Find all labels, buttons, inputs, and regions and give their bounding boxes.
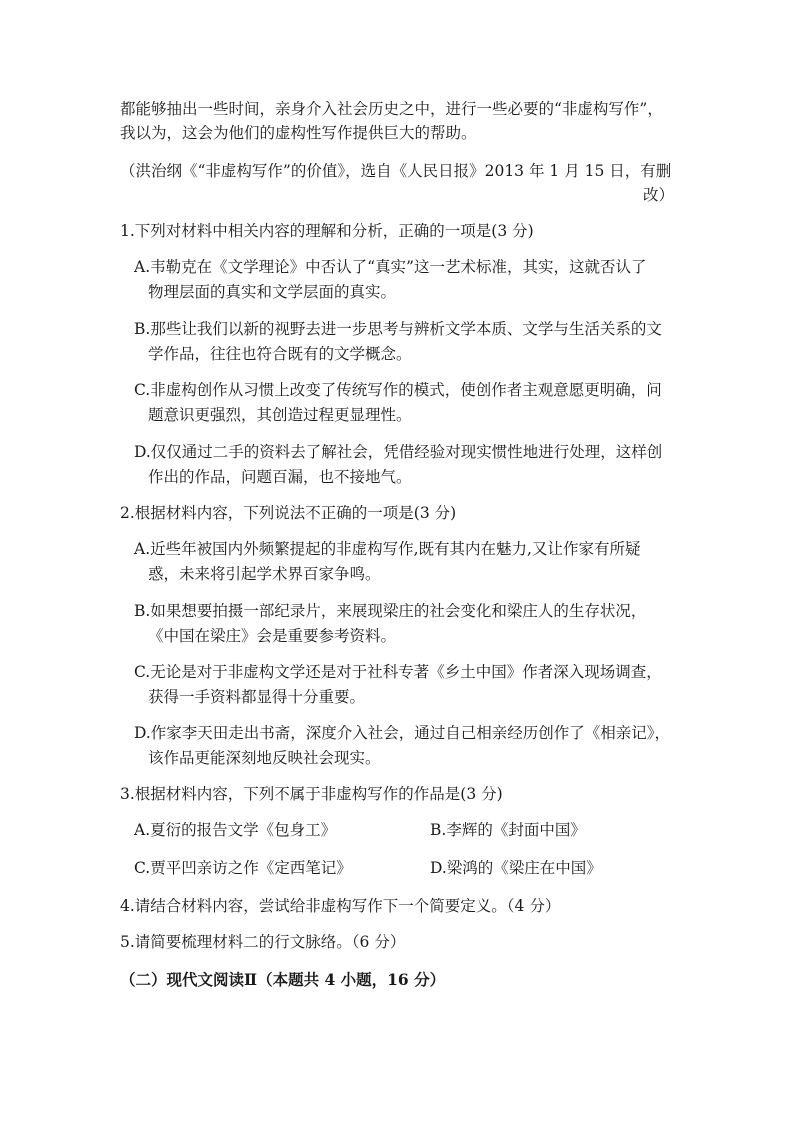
q1-option-c-cont: 题意识更强烈，其创造过程更显理性。 bbox=[148, 406, 412, 424]
q1-option-b: B.那些让我们以新的视野去进一步思考与辨析文学本质、文学与生活关系的文 bbox=[134, 320, 662, 338]
intro-line-1: 都能够抽出一些时间，亲身介入社会历史之中，进行一些必要的“非虚构写作”， bbox=[120, 100, 663, 118]
q1-option-a-cont: 物理层面的真实和文学层面的真实。 bbox=[148, 283, 397, 301]
q3-option-d: D.梁鸿的《梁庄在中国》 bbox=[430, 859, 602, 877]
q3-option-c: C.贾平凹亲访之作《定西笔记》 bbox=[134, 859, 352, 877]
q2-option-c: C.无论是对于非虚构文学还是对于社科专著《乡土中国》作者深入现场调查， bbox=[134, 663, 662, 681]
q2-option-b-cont: 《中国在梁庄》会是重要参考资料。 bbox=[148, 627, 397, 645]
q3-option-b: B.李辉的《封面中国》 bbox=[430, 821, 586, 839]
question-1-stem: 1.下列对材料中相关内容的理解和分析，正确的一项是(3 分) bbox=[120, 222, 534, 240]
q3-option-a: A.夏衍的报告文学《包身工》 bbox=[134, 821, 337, 839]
question-2-stem: 2.根据材料内容，下列说法不正确的一项是(3 分) bbox=[120, 504, 457, 522]
q2-option-d-cont: 该作品更能深刻地反映社会现实。 bbox=[148, 749, 381, 767]
q1-option-c: C.非虚构创作从习惯上改变了传统写作的模式，使创作者主观意愿更明确，问 bbox=[134, 381, 662, 399]
intro-line-2: 我以为，这会为他们的虚构性写作提供巨大的帮助。 bbox=[120, 124, 477, 142]
q2-option-b: B.如果想要拍摄一部纪录片，来展现梁庄的社会变化和梁庄人的生存状况， bbox=[134, 602, 647, 620]
q1-option-d: D.仅仅通过二手的资料去了解社会，凭借经验对现实惯性地进行处理，这样创 bbox=[134, 443, 663, 461]
question-5-stem: 5.请简要梳理材料二的行文脉络。（6 分） bbox=[120, 933, 406, 951]
q2-option-d: D.作家李天田走出书斋，深度介入社会，通过自己相亲经历创作了《相亲记》， bbox=[134, 724, 671, 742]
section-heading: （二）现代文阅读Ⅱ（本题共 4 小题，16 分） bbox=[120, 970, 446, 989]
q1-option-b-cont: 学作品，往往也符合既有的文学概念。 bbox=[148, 345, 412, 363]
q2-option-a-cont: 惑，未来将引起学术界百家争鸣。 bbox=[148, 565, 381, 583]
q2-option-a: A.近些年被国内外频繁提起的非虚构写作,既有其内在魅力,又让作家有所疑 bbox=[134, 540, 641, 558]
q1-option-a: A.韦勒克在《文学理论》中否认了“真实”这一艺术标准，其实，这就否认了 bbox=[134, 258, 647, 276]
question-3-stem: 3.根据材料内容，下列不属于非虚构写作的作品是(3 分) bbox=[120, 785, 503, 803]
q2-option-c-cont: 获得一手资料都显得十分重要。 bbox=[148, 688, 366, 706]
q1-option-d-cont: 作出的作品，问题百漏，也不接地气。 bbox=[148, 468, 412, 486]
source-citation-line-1: （洪治纲《“非虚构写作”的价值》，选自《人民日报》2013 年 1 月 15 日，有删 bbox=[120, 162, 672, 180]
source-citation-line-2: 改） bbox=[642, 186, 674, 204]
question-4-stem: 4.请结合材料内容，尝试给非虚构写作下一个简要定义。（4 分） bbox=[120, 897, 561, 915]
